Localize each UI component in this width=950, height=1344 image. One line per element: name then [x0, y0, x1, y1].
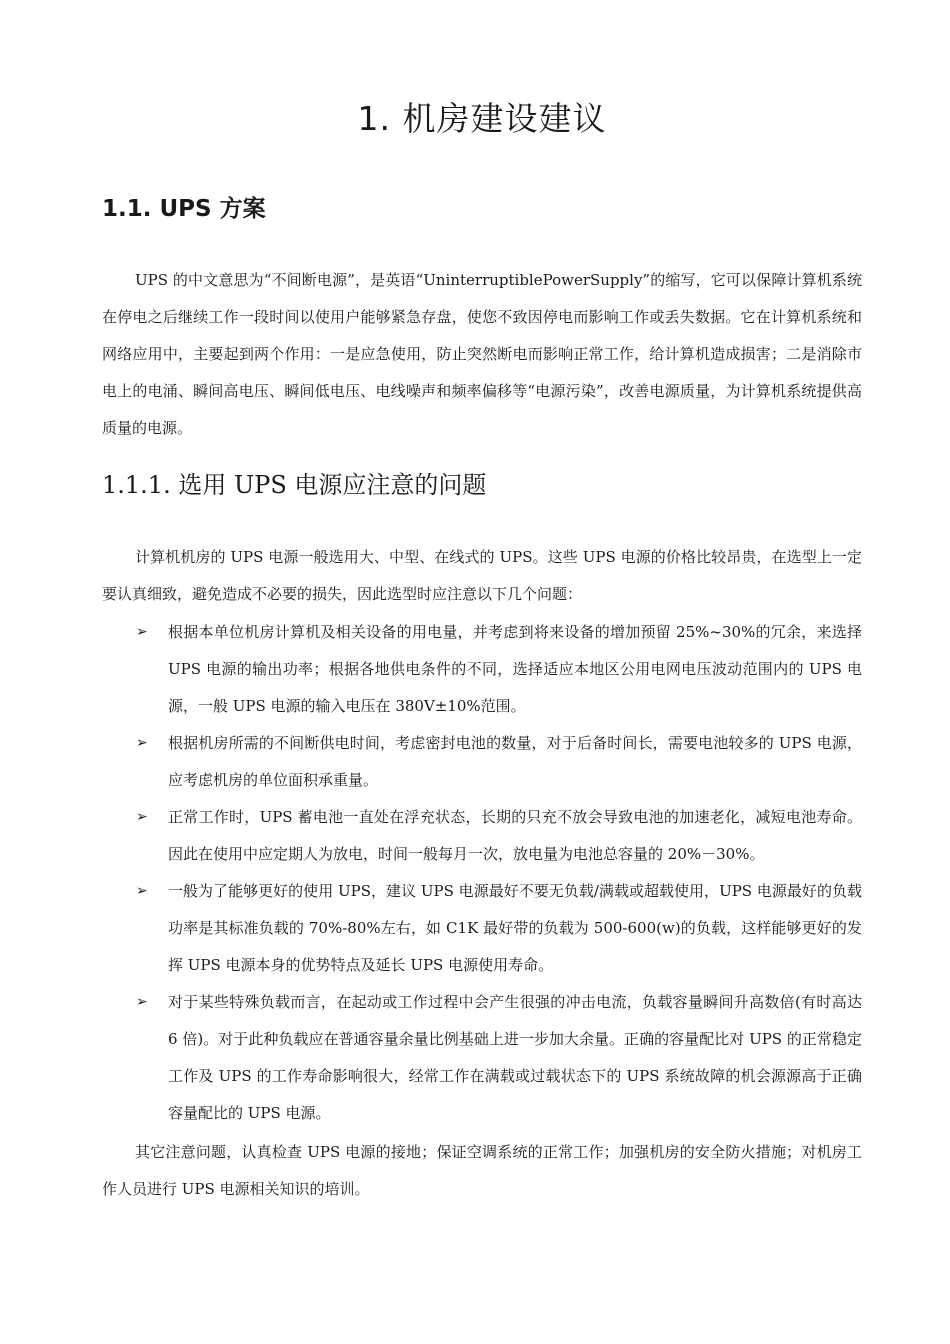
list-item-text: 根据机房所需的不间断供电时间，考虑密封电池的数量，对于后备时间长，需要电池较多的 UPS 电源，应考虑机房的单位面积承重量。 [168, 734, 862, 789]
list-item-text: 正常工作时，UPS 蓄电池一直处在浮充状态，长期的只充不放会导致电池的加速老化，减短电池寿命。因此在使用中应定期人为放电，时间一般每月一次，放电量为电池总容量的 20%－30%。 [168, 808, 862, 863]
subsection-heading: 1.1.1. 选用 UPS 电源应注意的问题 [102, 471, 487, 499]
list-item-text: 根据本单位机房计算机及相关设备的用电量，并考虑到将来设备的增加预留 25%~30%的冗余，来选择 UPS 电源的输出功率；根据各地供电条件的不同，选择适应本地区公用电网电压波动范围内的 UPS 电源，一般 UPS 电源的输入电压在 380V±10%范围。 [168, 623, 862, 715]
list-item [102, 984, 862, 1132]
section-heading: 1.1. UPS 方案 [102, 196, 266, 222]
list-item [102, 799, 862, 873]
arrow-bullet-icon: ➢ [136, 809, 148, 825]
closing-paragraph: 其它注意问题，认真检查 UPS 电源的接地；保证空调系统的正常工作；加强机房的安全防火措施；对机房工作人员进行 UPS 电源相关知识的培训。 [102, 1143, 862, 1198]
list-item-text: 一般为了能够更好的使用 UPS，建议 UPS 电源最好不要无负载/满载或超载使用，UPS 电源最好的负载功率是其标准负载的 70%-80%左右，如 C1K 最好带的负载为 500-600(w)的负载，这样能够更好的发挥 UPS 电源本身的优势特点及延长 UPS 电源使用寿命。 [168, 882, 862, 974]
arrow-bullet-icon: ➢ [136, 735, 148, 751]
bullet-list [102, 614, 862, 1132]
arrow-bullet-icon: ➢ [136, 624, 148, 640]
lead-paragraph: 计算机机房的 UPS 电源一般选用大、中型、在线式的 UPS。这些 UPS 电源的价格比较昂贵，在选型上一定要认真细致，避免造成不必要的损失，因此选型时应注意以下几个问题： [102, 548, 862, 603]
arrow-bullet-icon: ➢ [136, 994, 148, 1010]
arrow-bullet-icon: ➢ [136, 883, 148, 899]
list-item [102, 873, 862, 984]
list-item [102, 725, 862, 799]
page-title: 1. 机房建设建议 [357, 99, 607, 138]
list-item-text: 对于某些特殊负载而言，在起动或工作过程中会产生很强的冲击电流，负载容量瞬间升高数倍(有时高达 6 倍)。对于此种负载应在普通容量余量比例基础上进一步加大余量。正确的容量配比对 UPS 的正常稳定工作及 UPS 的工作寿命影响很大，经常工作在满载或过载状态下的 UPS 系统故障的机会源源高于正确容量配比的 UPS 电源。 [168, 993, 862, 1122]
intro-paragraph: UPS 的中文意思为“不间断电源”，是英语“UninterruptiblePowerSupply”的缩写，它可以保障计算机系统在停电之后继续工作一段时间以使用户能够紧急存盘，使您不致因停电而影响工作或丢失数据。它在计算机系统和网络应用中，主要起到两个作用：一是应急使用，防止突然断电而影响正常工作，给计算机造成损害；二是消除市电上的电涌、瞬间高电压、瞬间低电压、电线噪声和频率偏移等“电源污染”，改善电源质量，为计算机系统提供高质量的电源。 [102, 271, 862, 437]
list-item [102, 614, 862, 725]
